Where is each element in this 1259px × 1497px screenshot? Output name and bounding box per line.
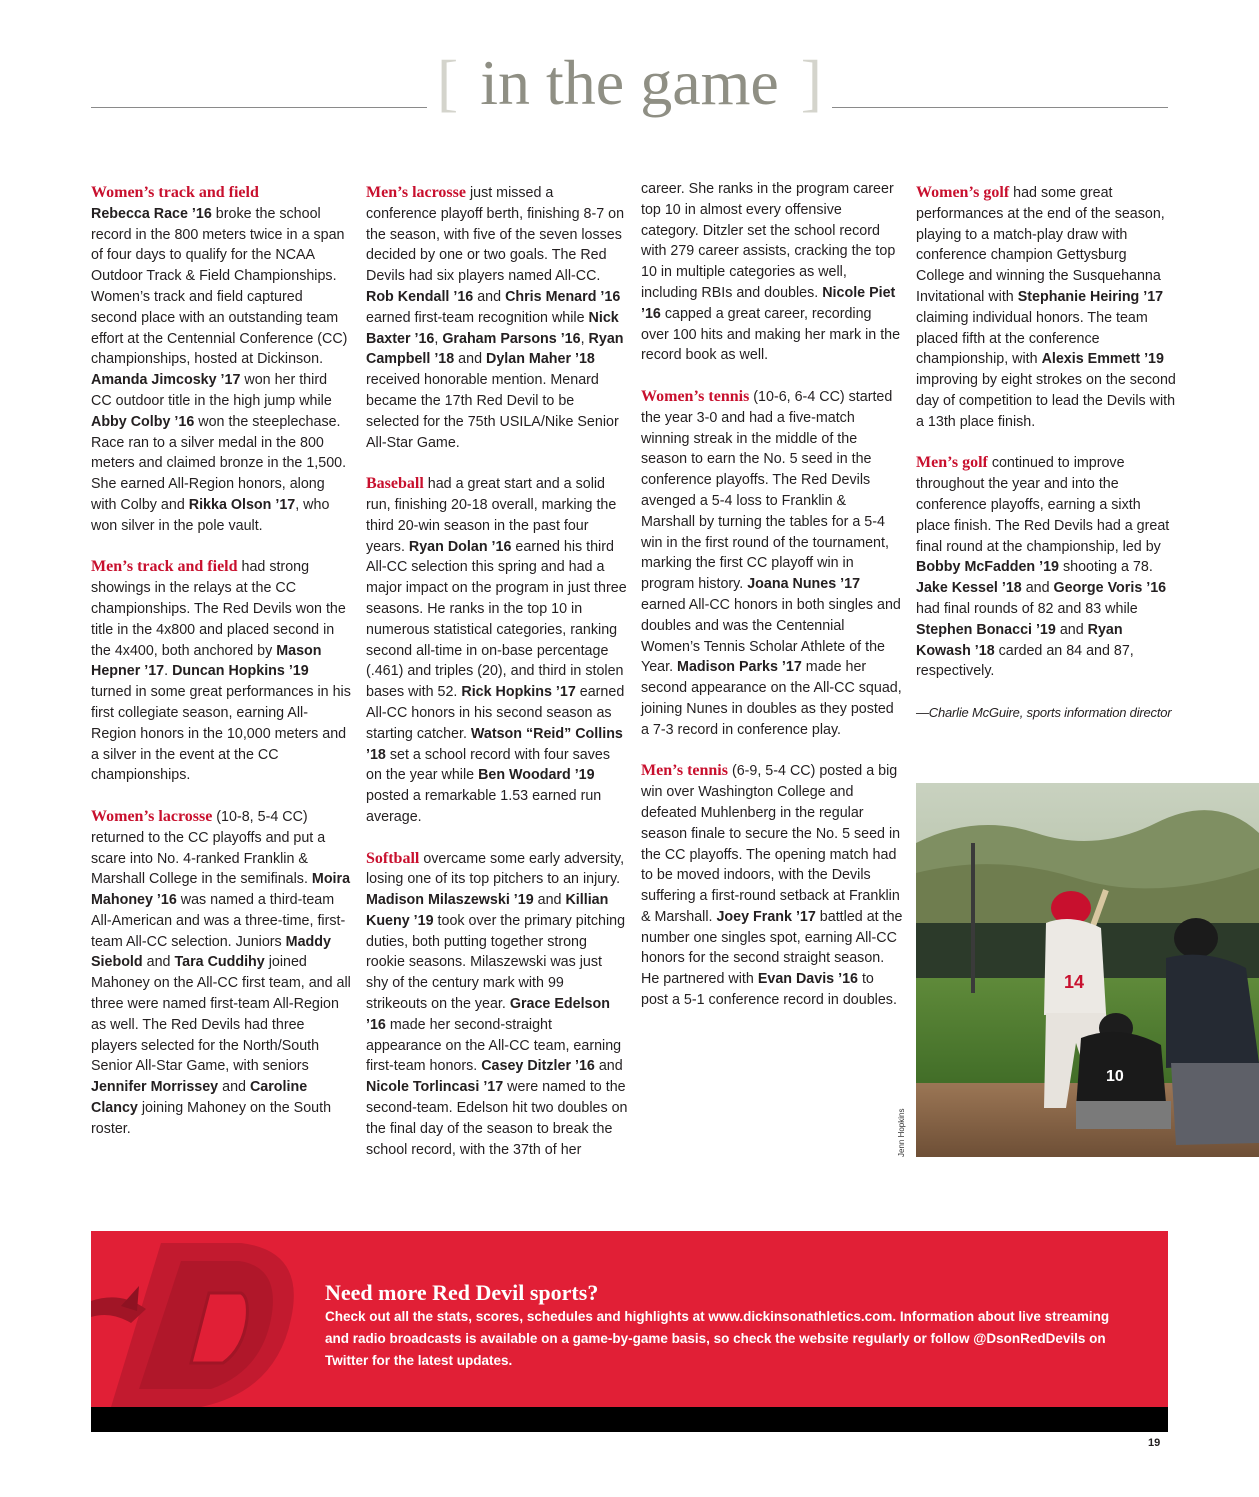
article-mens-tennis: Men’s tennis (6-9, 5-4 CC) posted a big win over Washington College and defeated Muhlenberg in the regular season finale to secure the No. 5 seed in the CC playoffs. The opening match had to be moved indoors, with the Devils suffering a first-round setback at Franklin & Marshall. Joey Frank ’17 battled at the number one singles spot, earning All-CC honors for the second straight season. He partnered with Evan Davis ’16 to post a 5-1 conference record in doubles. [641,762,903,1009]
column-3 [641,179,903,1032]
catcher-jersey-number: 10 [1106,1068,1124,1085]
sport-title: Men’s tennis [641,762,728,780]
article-softball: Softball overcame some early adversity, losing one of its top pitchers to an injury. Madison Milaszewski ’19 and Killian Kueny ’19 took over the primary pitching duties, both putting together strong rookie seasons. Milaszewski was just shy of the century mark with 99 strikeouts on the year. Grace Edelson ’16 made her second-straight appearance on the All-CC team, earning first-team honors. Casey Ditzler ’16 and Nicole Torlincasi ’17 were named to the second-team. Edelson hit two doubles on the final day of the season to break the school record, with the 37th of her [366,849,628,1158]
article-womens-lacrosse: Women’s lacrosse (10-8, 5-4 CC) returned to the CC playoffs and put a scare into No. 4-ranked Franklin & Marshall College in the semifinals. Moira Mahoney ’16 was named a third-team All-American and was a three-time, first-team All-CC selection. Juniors Maddy Siebold and Tara Cuddihy joined Mahoney on the All-CC first team, and all three were named first-team All-Region as well. The Red Devils had three players selected for the North/South Senior All-Star Game, with seniors Jennifer Morrissey and Caroline Clancy joining Mahoney on the South roster. [91,807,351,1137]
author-credit: —Charlie McGuire, sports information director [916,704,1172,720]
red-devil-d-logo-icon [91,1231,311,1407]
sport-title: Men’s golf [916,454,988,472]
banner-footer-bar [91,1407,1168,1432]
promo-banner [91,1231,1168,1407]
article-softball-continued: career. She ranks in the program career top 10 in almost every offensive category. Ditzler set the school record with 279 career assists, cracking the top 10 in multiple categories as well, including RBIs and doubles. Nicole Piet ’16 capped a great career, recording over 100 hits and making her mark in the record book as well. [641,181,901,364]
banner-body: Check out all the stats, scores, schedules and highlights at www.dickinsonathletics.com. Information about live streaming and radio broadcasts is available on a game-by-game basis, so check the website regularly or follow @DsonRedDevils on Twitter for the latest updates. [325,1309,1110,1368]
article-womens-track: Women’s track and field Rebecca Race ’16 broke the school record in the 800 meters twice in a span of four days to qualify for the NCAA Outdoor Track & Field Championships. Women’s track and field captured second place with an outstanding team effort at the Centennial Conference (CC) championships, hosted at Dickinson. Amanda Jimcosky ’17 won her third CC outdoor title in the high jump while Abby Colby ’16 won the steeplechase. Race ran to a silver medal in the 800 meters and claimed bronze in the 1,500. She earned All-Region honors, along with Colby and Rikka Olson ’17, who won silver in the pole vault. [91,184,348,534]
batter-jersey-number: 14 [1064,972,1085,992]
sport-title: Men’s track and field [91,558,238,576]
article-mens-lacrosse: Men’s lacrosse just missed a conference playoff berth, finishing 8-7 on the season, with five of the seven losses decided by one or two goals. The Red Devils had six players named All-CC. Rob Kendall ’16 and Chris Menard ’16 earned first-team recognition while Nick Baxter ’16, Graham Parsons ’16, Ryan Campbell ’18 and Dylan Maher ’18 received honorable mention. Menard became the 17th Red Devil to be selected for the 75th USILA/Nike Senior All-Star Game. [366,184,625,451]
sport-title: Women’s tennis [641,387,750,405]
baseball-photo [916,783,1259,1157]
article-womens-golf: Women’s golf had some great performances at the end of the season, playing to a match-play draw with conference champion Gettysburg College and winning the Susquehanna Invitational with Stephanie Heiring ’17 claiming individual honors. The team placed fifth at the conference championship, with Alexis Emmett ’19 improving by eight strokes on the second day of competition to lead the Devils with a 13th place finish. [916,184,1176,430]
article-mens-golf: Men’s golf continued to improve throughout the year and into the conference playoffs, earning a sixth place finish. The Red Devils had a great final round at the championship, led by Bobby McFadden ’19 shooting a 78. Jake Kessel ’18 and George Voris ’16 had final rounds of 82 and 83 while Stephen Bonacci ’19 and Ryan Kowash ’18 carded an 84 and 87, respectively. [916,454,1170,680]
sport-title: Women’s track and field [91,184,259,201]
sport-title: Men’s lacrosse [366,184,466,201]
section-header [0,44,1259,122]
banner-title: Need more Red Devil sports? [325,1280,599,1305]
photo-credit: Jenn Hopkins [897,1108,906,1157]
column-2 [366,183,628,1181]
header-bracket-close: ] [800,47,823,118]
header-bracket-open: [ [436,47,459,118]
sport-title: Baseball [366,475,424,493]
sport-title: Softball [366,849,420,867]
page-number: 19 [1148,1437,1161,1449]
column-1 [91,183,351,1160]
article-baseball: Baseball had a great start and a solid run, finishing 20-18 overall, marking the third 20-win season in the past four years. Ryan Dolan ’16 earned his third All-CC selection this spring and had a major impact on the program in just three seasons. He ranks in the top 10 in numerous statistical categories, ranking second all-time in on-base percentage (.461) and triples (20), and third in stolen bases with 52. Rick Hopkins ’17 earned All-CC honors in his second season as starting catcher. Watson “Reid” Collins ’18 set a school record with four saves on the year while Ben Woodard ’19 posted a remarkable 1.53 earned run average. [366,475,627,825]
article-mens-track: Men’s track and field had strong showings in the relays at the CC championships. The Red Devils won the title in the 4x800 and placed second in the 4x400, both anchored by Mason Hepner ’17. Duncan Hopkins ’19 turned in some great performances in his first collegiate season, earning All-Region honors in the 10,000 meters and a silver in the event at the CC championships. [91,558,351,784]
sport-title: Women’s lacrosse [91,807,213,825]
column-4 [916,183,1178,745]
article-womens-tennis: Women’s tennis (10-6, 6-4 CC) started the year 3-0 and had a five-match winning streak in the middle of the season to earn the No. 5 seed in the conference playoffs. The Red Devils avenged a 5-4 loss to Franklin & Marshall by turning the tables for a 5-4 win in the first round of the tournament, marking the first CC playoff win in program history. Joana Nunes ’17 earned All-CC honors in both singles and doubles and was the Centennial Women’s Tennis Scholar Athlete of the Year. Madison Parks ’17 made her second appearance on the All-CC squad, joining Nunes in doubles as they posted a 7-3 record in conference play. [641,387,902,738]
sport-title: Women’s golf [916,184,1010,201]
header-title: in the game [480,47,779,118]
